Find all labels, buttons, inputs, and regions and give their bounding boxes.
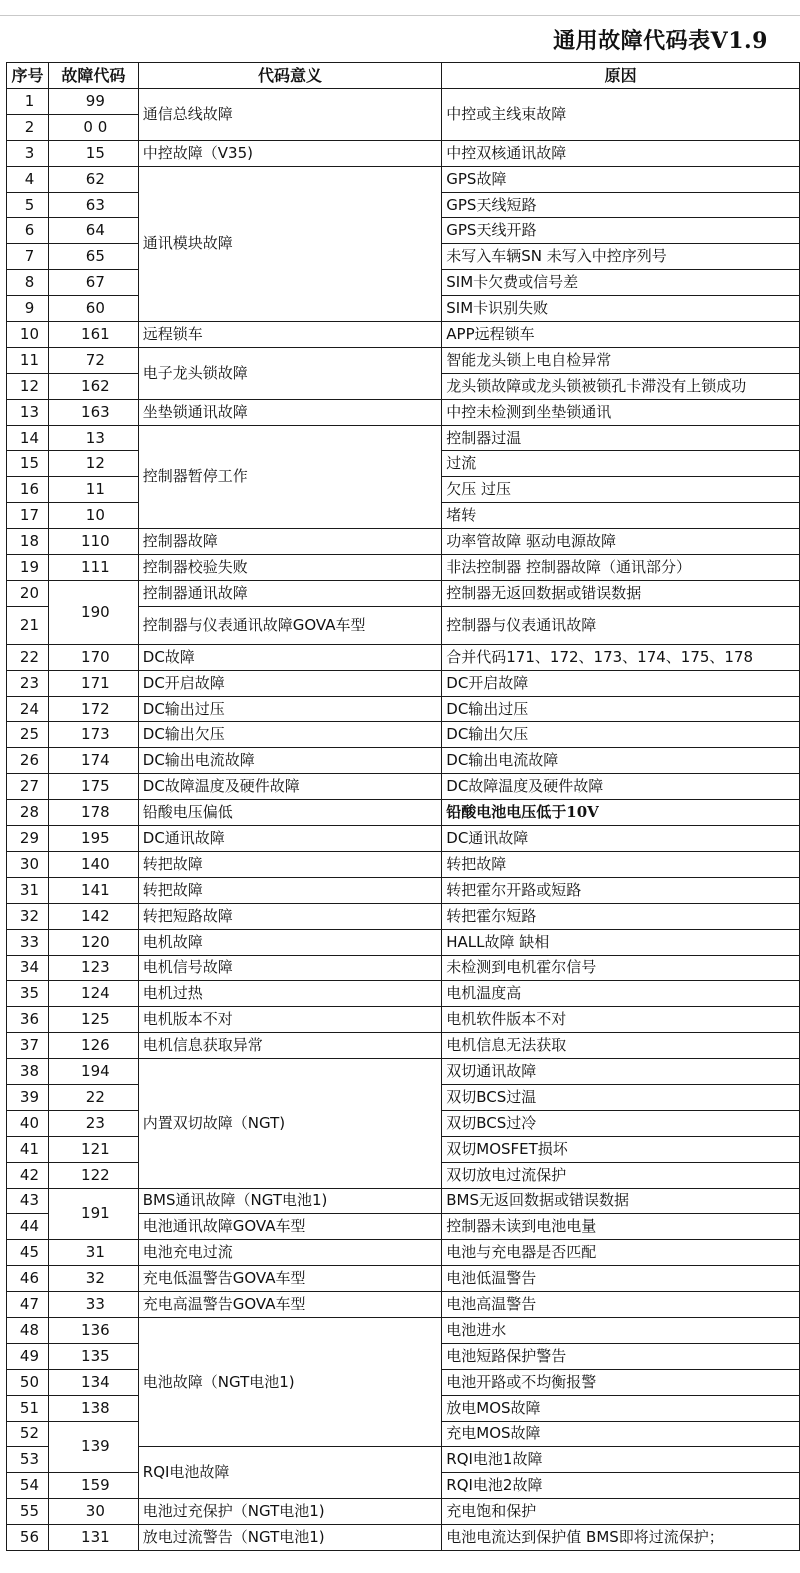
fault-code-cell: 163 [48, 399, 138, 425]
fault-code-cell: 60 [48, 296, 138, 322]
fault-code-cell: 173 [48, 722, 138, 748]
fault-code-cell: 63 [48, 192, 138, 218]
row-index-cell: 52 [7, 1421, 49, 1447]
reason-cell: 电池高温警告 [442, 1292, 800, 1318]
reason-cell: 中控或主线束故障 [442, 89, 800, 141]
row-index-cell: 27 [7, 774, 49, 800]
table-header-row [7, 63, 800, 89]
code-meaning-cell: DC故障温度及硬件故障 [138, 774, 442, 800]
fault-code-cell: 195 [48, 826, 138, 852]
code-meaning-cell: 控制器校验失败 [138, 555, 442, 581]
code-meaning-cell: 电池充电过流 [138, 1240, 442, 1266]
row-index-cell: 22 [7, 644, 49, 670]
code-meaning-cell: DC开启故障 [138, 670, 442, 696]
row-index-cell: 53 [7, 1447, 49, 1473]
table-row [7, 347, 800, 373]
fault-code-cell: 123 [48, 955, 138, 981]
fault-code-cell: 31 [48, 1240, 138, 1266]
row-index-cell: 9 [7, 296, 49, 322]
fault-code-cell: 170 [48, 644, 138, 670]
code-meaning-cell: 中控故障（V35) [138, 140, 442, 166]
fault-code-cell: 142 [48, 903, 138, 929]
reason-cell: DC通讯故障 [442, 826, 800, 852]
code-meaning-cell: DC输出过压 [138, 696, 442, 722]
table-row [7, 399, 800, 425]
table-row [7, 1059, 800, 1085]
row-index-cell: 29 [7, 826, 49, 852]
fault-code-cell: 64 [48, 218, 138, 244]
reason-cell: BMS无返回数据或错误数据 [442, 1188, 800, 1214]
reason-cell: 电机温度高 [442, 981, 800, 1007]
table-row [7, 322, 800, 348]
fault-code-cell: 190 [48, 580, 138, 644]
row-index-cell: 2 [7, 114, 49, 140]
reason-cell: SIM卡欠费或信号差 [442, 270, 800, 296]
code-meaning-cell: 转把故障 [138, 851, 442, 877]
reason-cell: 双切BCS过温 [442, 1084, 800, 1110]
reason-cell: 龙头锁故障或龙头锁被锁孔卡滞没有上锁成功 [442, 373, 800, 399]
table-body [7, 89, 800, 1551]
row-index-cell: 14 [7, 425, 49, 451]
table-row [7, 670, 800, 696]
fault-code-cell: 135 [48, 1343, 138, 1369]
table-row [7, 1292, 800, 1318]
fault-code-cell: 99 [48, 89, 138, 115]
row-index-cell: 3 [7, 140, 49, 166]
reason-cell: RQI电池1故障 [442, 1447, 800, 1473]
table-row [7, 1266, 800, 1292]
table-row [7, 140, 800, 166]
table-row [7, 955, 800, 981]
code-meaning-cell: DC输出欠压 [138, 722, 442, 748]
reason-cell: 控制器过温 [442, 425, 800, 451]
fault-code-cell: 12 [48, 451, 138, 477]
top-divider [0, 15, 800, 16]
reason-cell: 电池电流达到保护值 BMS即将过流保护； [442, 1525, 800, 1551]
row-index-cell: 46 [7, 1266, 49, 1292]
row-index-cell: 36 [7, 1007, 49, 1033]
row-index-cell: 42 [7, 1162, 49, 1188]
fault-code-cell: 11 [48, 477, 138, 503]
reason-cell: 电机软件版本不对 [442, 1007, 800, 1033]
fault-code-cell: 111 [48, 555, 138, 581]
fault-code-cell: 121 [48, 1136, 138, 1162]
row-index-cell: 5 [7, 192, 49, 218]
row-index-cell: 10 [7, 322, 49, 348]
code-meaning-cell: 内置双切故障（NGT) [138, 1059, 442, 1188]
fault-code-cell: 174 [48, 748, 138, 774]
code-meaning-cell: 充电低温警告GOVA车型 [138, 1266, 442, 1292]
row-index-cell: 33 [7, 929, 49, 955]
reason-cell: RQI电池2故障 [442, 1473, 800, 1499]
table-row [7, 826, 800, 852]
row-index-cell: 11 [7, 347, 49, 373]
table-row [7, 774, 800, 800]
row-index-cell: 39 [7, 1084, 49, 1110]
page-title: 通用故障代码表V1.9 [553, 28, 768, 54]
fault-code-cell: 172 [48, 696, 138, 722]
reason-cell: 未写入车辆SN 未写入中控序列号 [442, 244, 800, 270]
row-index-cell: 31 [7, 877, 49, 903]
fault-code-cell: 32 [48, 1266, 138, 1292]
table-row [7, 1525, 800, 1551]
row-index-cell: 4 [7, 166, 49, 192]
table-row [7, 1240, 800, 1266]
row-index-cell: 47 [7, 1292, 49, 1318]
table-row [7, 851, 800, 877]
table-row [7, 89, 800, 115]
fault-code-cell: 136 [48, 1317, 138, 1343]
table-row [7, 644, 800, 670]
code-meaning-cell: 通讯模块故障 [138, 166, 442, 321]
code-meaning-cell: 电池故障（NGT电池1) [138, 1317, 442, 1446]
code-meaning-cell: 控制器与仪表通讯故障GOVA车型 [138, 606, 442, 644]
reason-cell: 智能龙头锁上电自检异常 [442, 347, 800, 373]
row-index-cell: 34 [7, 955, 49, 981]
reason-cell: 过流 [442, 451, 800, 477]
row-index-cell: 41 [7, 1136, 49, 1162]
table-row [7, 555, 800, 581]
code-meaning-cell: BMS通讯故障（NGT电池1) [138, 1188, 442, 1214]
reason-cell: 控制器未读到电池电量 [442, 1214, 800, 1240]
row-index-cell: 32 [7, 903, 49, 929]
fault-code-cell: 162 [48, 373, 138, 399]
fault-code-cell: 62 [48, 166, 138, 192]
row-index-cell: 30 [7, 851, 49, 877]
code-meaning-cell: 电机信号故障 [138, 955, 442, 981]
code-meaning-cell: 远程锁车 [138, 322, 442, 348]
reason-cell: SIM卡识别失败 [442, 296, 800, 322]
row-index-cell: 17 [7, 503, 49, 529]
reason-cell: 合并代码171、172、173、174、175、178 [442, 644, 800, 670]
code-meaning-cell: RQI电池故障 [138, 1447, 442, 1499]
reason-cell: 电池短路保护警告 [442, 1343, 800, 1369]
fault-code-cell: 13 [48, 425, 138, 451]
code-meaning-cell: 控制器暂停工作 [138, 425, 442, 529]
code-meaning-cell: 控制器故障 [138, 529, 442, 555]
table-row [7, 1317, 800, 1343]
table-row [7, 929, 800, 955]
row-index-cell: 16 [7, 477, 49, 503]
reason-cell: DC输出电流故障 [442, 748, 800, 774]
fault-code-cell: 141 [48, 877, 138, 903]
fault-code-cell: 30 [48, 1499, 138, 1525]
reason-cell: 铅酸电池电压低于10V [442, 800, 800, 826]
fault-code-cell: 161 [48, 322, 138, 348]
table-row [7, 1007, 800, 1033]
row-index-cell: 45 [7, 1240, 49, 1266]
table-row [7, 877, 800, 903]
row-index-cell: 43 [7, 1188, 49, 1214]
reason-cell: GPS故障 [442, 166, 800, 192]
row-index-cell: 1 [7, 89, 49, 115]
row-index-cell: 7 [7, 244, 49, 270]
row-index-cell: 6 [7, 218, 49, 244]
reason-cell: HALL故障 缺相 [442, 929, 800, 955]
reason-cell: 堵转 [442, 503, 800, 529]
fault-code-cell: 0 0 [48, 114, 138, 140]
reason-cell: 转把霍尔短路 [442, 903, 800, 929]
row-index-cell: 19 [7, 555, 49, 581]
code-meaning-cell: 电机故障 [138, 929, 442, 955]
fault-code-cell: 22 [48, 1084, 138, 1110]
row-index-cell: 49 [7, 1343, 49, 1369]
fault-code-cell: 15 [48, 140, 138, 166]
code-meaning-cell: 转把短路故障 [138, 903, 442, 929]
row-index-cell: 18 [7, 529, 49, 555]
fault-code-table [6, 62, 800, 1551]
header-meaning: 代码意义 [138, 63, 442, 89]
reason-cell: 电池开路或不均衡报警 [442, 1369, 800, 1395]
code-meaning-cell: 充电高温警告GOVA车型 [138, 1292, 442, 1318]
code-meaning-cell: DC输出电流故障 [138, 748, 442, 774]
row-index-cell: 44 [7, 1214, 49, 1240]
code-meaning-cell: 铅酸电压偏低 [138, 800, 442, 826]
code-meaning-cell: 电子龙头锁故障 [138, 347, 442, 399]
reason-cell: 电池进水 [442, 1317, 800, 1343]
fault-code-cell: 33 [48, 1292, 138, 1318]
row-index-cell: 37 [7, 1033, 49, 1059]
fault-code-cell: 65 [48, 244, 138, 270]
table-row [7, 1033, 800, 1059]
row-index-cell: 40 [7, 1110, 49, 1136]
reason-cell: 电机信息无法获取 [442, 1033, 800, 1059]
code-meaning-cell: 电机过热 [138, 981, 442, 1007]
reason-cell: 充电饱和保护 [442, 1499, 800, 1525]
code-meaning-cell: DC故障 [138, 644, 442, 670]
reason-cell: 控制器与仪表通讯故障 [442, 606, 800, 644]
table-row [7, 166, 800, 192]
fault-code-cell: 10 [48, 503, 138, 529]
reason-cell: 功率管故障 驱动电源故障 [442, 529, 800, 555]
reason-cell: DC输出过压 [442, 696, 800, 722]
fault-code-cell: 139 [48, 1421, 138, 1473]
code-meaning-cell: 电机版本不对 [138, 1007, 442, 1033]
fault-code-cell: 134 [48, 1369, 138, 1395]
reason-cell: DC开启故障 [442, 670, 800, 696]
reason-cell: 转把故障 [442, 851, 800, 877]
fault-code-cell: 140 [48, 851, 138, 877]
reason-cell: 电池低温警告 [442, 1266, 800, 1292]
code-meaning-cell: DC通讯故障 [138, 826, 442, 852]
code-meaning-cell: 转把故障 [138, 877, 442, 903]
reason-cell: GPS天线开路 [442, 218, 800, 244]
code-meaning-cell: 电池通讯故障GOVA车型 [138, 1214, 442, 1240]
row-index-cell: 20 [7, 580, 49, 606]
fault-code-cell: 131 [48, 1525, 138, 1551]
header-reason: 原因 [442, 63, 800, 89]
reason-cell: 双切BCS过冷 [442, 1110, 800, 1136]
header-code: 故障代码 [48, 63, 138, 89]
row-index-cell: 21 [7, 606, 49, 644]
reason-cell: 充电MOS故障 [442, 1421, 800, 1447]
code-meaning-cell: 放电过流警告（NGT电池1) [138, 1525, 442, 1551]
reason-cell: 电池与充电器是否匹配 [442, 1240, 800, 1266]
row-index-cell: 15 [7, 451, 49, 477]
fault-code-cell: 23 [48, 1110, 138, 1136]
reason-cell: 中控未检测到坐垫锁通讯 [442, 399, 800, 425]
row-index-cell: 35 [7, 981, 49, 1007]
reason-cell: GPS天线短路 [442, 192, 800, 218]
reason-cell: DC输出欠压 [442, 722, 800, 748]
reason-cell: 双切放电过流保护 [442, 1162, 800, 1188]
table-row [7, 722, 800, 748]
row-index-cell: 54 [7, 1473, 49, 1499]
fault-code-cell: 178 [48, 800, 138, 826]
reason-cell: DC故障温度及硬件故障 [442, 774, 800, 800]
row-index-cell: 13 [7, 399, 49, 425]
table-row [7, 800, 800, 826]
table-row [7, 580, 800, 606]
table-row [7, 748, 800, 774]
fault-code-cell: 120 [48, 929, 138, 955]
row-index-cell: 55 [7, 1499, 49, 1525]
reason-cell: 双切通讯故障 [442, 1059, 800, 1085]
row-index-cell: 26 [7, 748, 49, 774]
fault-code-cell: 194 [48, 1059, 138, 1085]
reason-cell: 双切MOSFET损坏 [442, 1136, 800, 1162]
reason-cell: 中控双核通讯故障 [442, 140, 800, 166]
reason-cell: 未检测到电机霍尔信号 [442, 955, 800, 981]
row-index-cell: 50 [7, 1369, 49, 1395]
table-row [7, 903, 800, 929]
fault-code-cell: 126 [48, 1033, 138, 1059]
code-meaning-cell: 电池过充保护（NGT电池1) [138, 1499, 442, 1525]
row-index-cell: 38 [7, 1059, 49, 1085]
reason-cell: 非法控制器 控制器故障（通讯部分） [442, 555, 800, 581]
code-meaning-cell: 控制器通讯故障 [138, 580, 442, 606]
fault-code-cell: 171 [48, 670, 138, 696]
row-index-cell: 56 [7, 1525, 49, 1551]
row-index-cell: 25 [7, 722, 49, 748]
row-index-cell: 48 [7, 1317, 49, 1343]
table-row [7, 425, 800, 451]
fault-code-cell: 124 [48, 981, 138, 1007]
reason-cell: 放电MOS故障 [442, 1395, 800, 1421]
row-index-cell: 8 [7, 270, 49, 296]
fault-code-cell: 67 [48, 270, 138, 296]
row-index-cell: 12 [7, 373, 49, 399]
fault-code-cell: 159 [48, 1473, 138, 1499]
fault-code-cell: 175 [48, 774, 138, 800]
table-row [7, 1499, 800, 1525]
fault-code-cell: 191 [48, 1188, 138, 1240]
fault-code-cell: 138 [48, 1395, 138, 1421]
code-meaning-cell: 坐垫锁通讯故障 [138, 399, 442, 425]
row-index-cell: 28 [7, 800, 49, 826]
fault-code-cell: 125 [48, 1007, 138, 1033]
code-meaning-cell: 通信总线故障 [138, 89, 442, 141]
fault-code-cell: 122 [48, 1162, 138, 1188]
table-row [7, 1188, 800, 1214]
reason-cell: 转把霍尔开路或短路 [442, 877, 800, 903]
code-meaning-cell: 电机信息获取异常 [138, 1033, 442, 1059]
row-index-cell: 24 [7, 696, 49, 722]
reason-cell: APP远程锁车 [442, 322, 800, 348]
reason-cell: 控制器无返回数据或错误数据 [442, 580, 800, 606]
reason-cell: 欠压 过压 [442, 477, 800, 503]
fault-code-cell: 110 [48, 529, 138, 555]
table-row [7, 529, 800, 555]
fault-code-cell: 72 [48, 347, 138, 373]
header-index: 序号 [7, 63, 49, 89]
table-row [7, 981, 800, 1007]
row-index-cell: 23 [7, 670, 49, 696]
table-row [7, 696, 800, 722]
row-index-cell: 51 [7, 1395, 49, 1421]
